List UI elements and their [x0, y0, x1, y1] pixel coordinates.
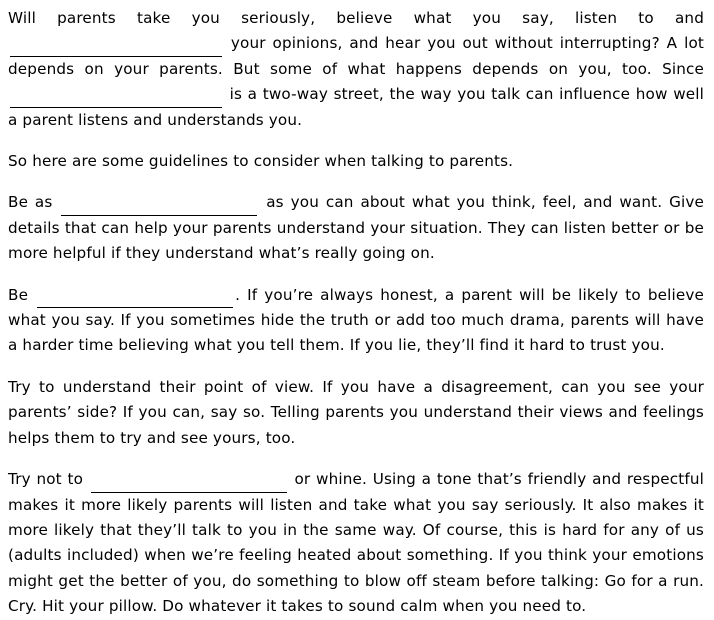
paragraph-text: Try to understand their point of view. If you have a disagreement, can you see your parents’ side? If you can, say so. Telling parents you understand their views and feelings helps them to try and see yours, too.: [8, 377, 704, 447]
paragraph: [8, 190, 704, 266]
fill-in-blank[interactable]: [61, 199, 257, 216]
paragraph-text: or whine. Using a tone that’s friendly and respectful makes it more likely parents will listen and take what you say seriously. It also makes it more likely that they’ll talk to you in the same way. Of course, this is hard for any of us (adults included) when we’re feeling heated about something. If you think your emotions might get the better of you, do something to blow off steam before talking: Go for a run. Cry. Hit your pillow. Do whatever it takes to sound calm when you need to.: [8, 470, 705, 616]
paragraph-text: Be as: [8, 193, 60, 212]
paragraph: [8, 375, 704, 451]
paragraph-text: Try not to: [8, 470, 89, 489]
paragraph: [8, 6, 704, 133]
paragraph-text: Be: [8, 285, 36, 304]
paragraph: [8, 283, 704, 359]
paragraph-text: . If you’re always honest, a parent will be likely to believe what you say. If you sometimes hide the truth or add too much drama, parents will have a harder time believing what you tell them. If you lie, they’ll find it hard to trust you.: [8, 285, 704, 355]
paragraph-text: as you can about what you think, feel, and want. Give details that can help your parents understand your situation. They can listen better or be more helpful if they understand what’s really going on.: [8, 193, 704, 263]
fill-in-blank[interactable]: [10, 91, 222, 108]
paragraph: [8, 467, 704, 619]
paragraph-text: Will parents take you seriously, believe what you say, listen to and: [8, 9, 704, 27]
paragraph: [8, 149, 704, 174]
fill-in-blank[interactable]: [37, 291, 233, 308]
paragraph-text: is a two-way street, the way you talk can influence how well a parent listens and understands you.: [8, 85, 704, 129]
fill-in-blank[interactable]: [10, 40, 222, 57]
paragraph-text: So here are some guidelines to consider when talking to parents.: [8, 152, 514, 171]
paragraph-text: your opinions, and hear you out without interrupting? A lot depends on your parents. But some of what happens depends on you, too. Since: [8, 34, 704, 78]
fill-in-blank[interactable]: [91, 476, 287, 493]
